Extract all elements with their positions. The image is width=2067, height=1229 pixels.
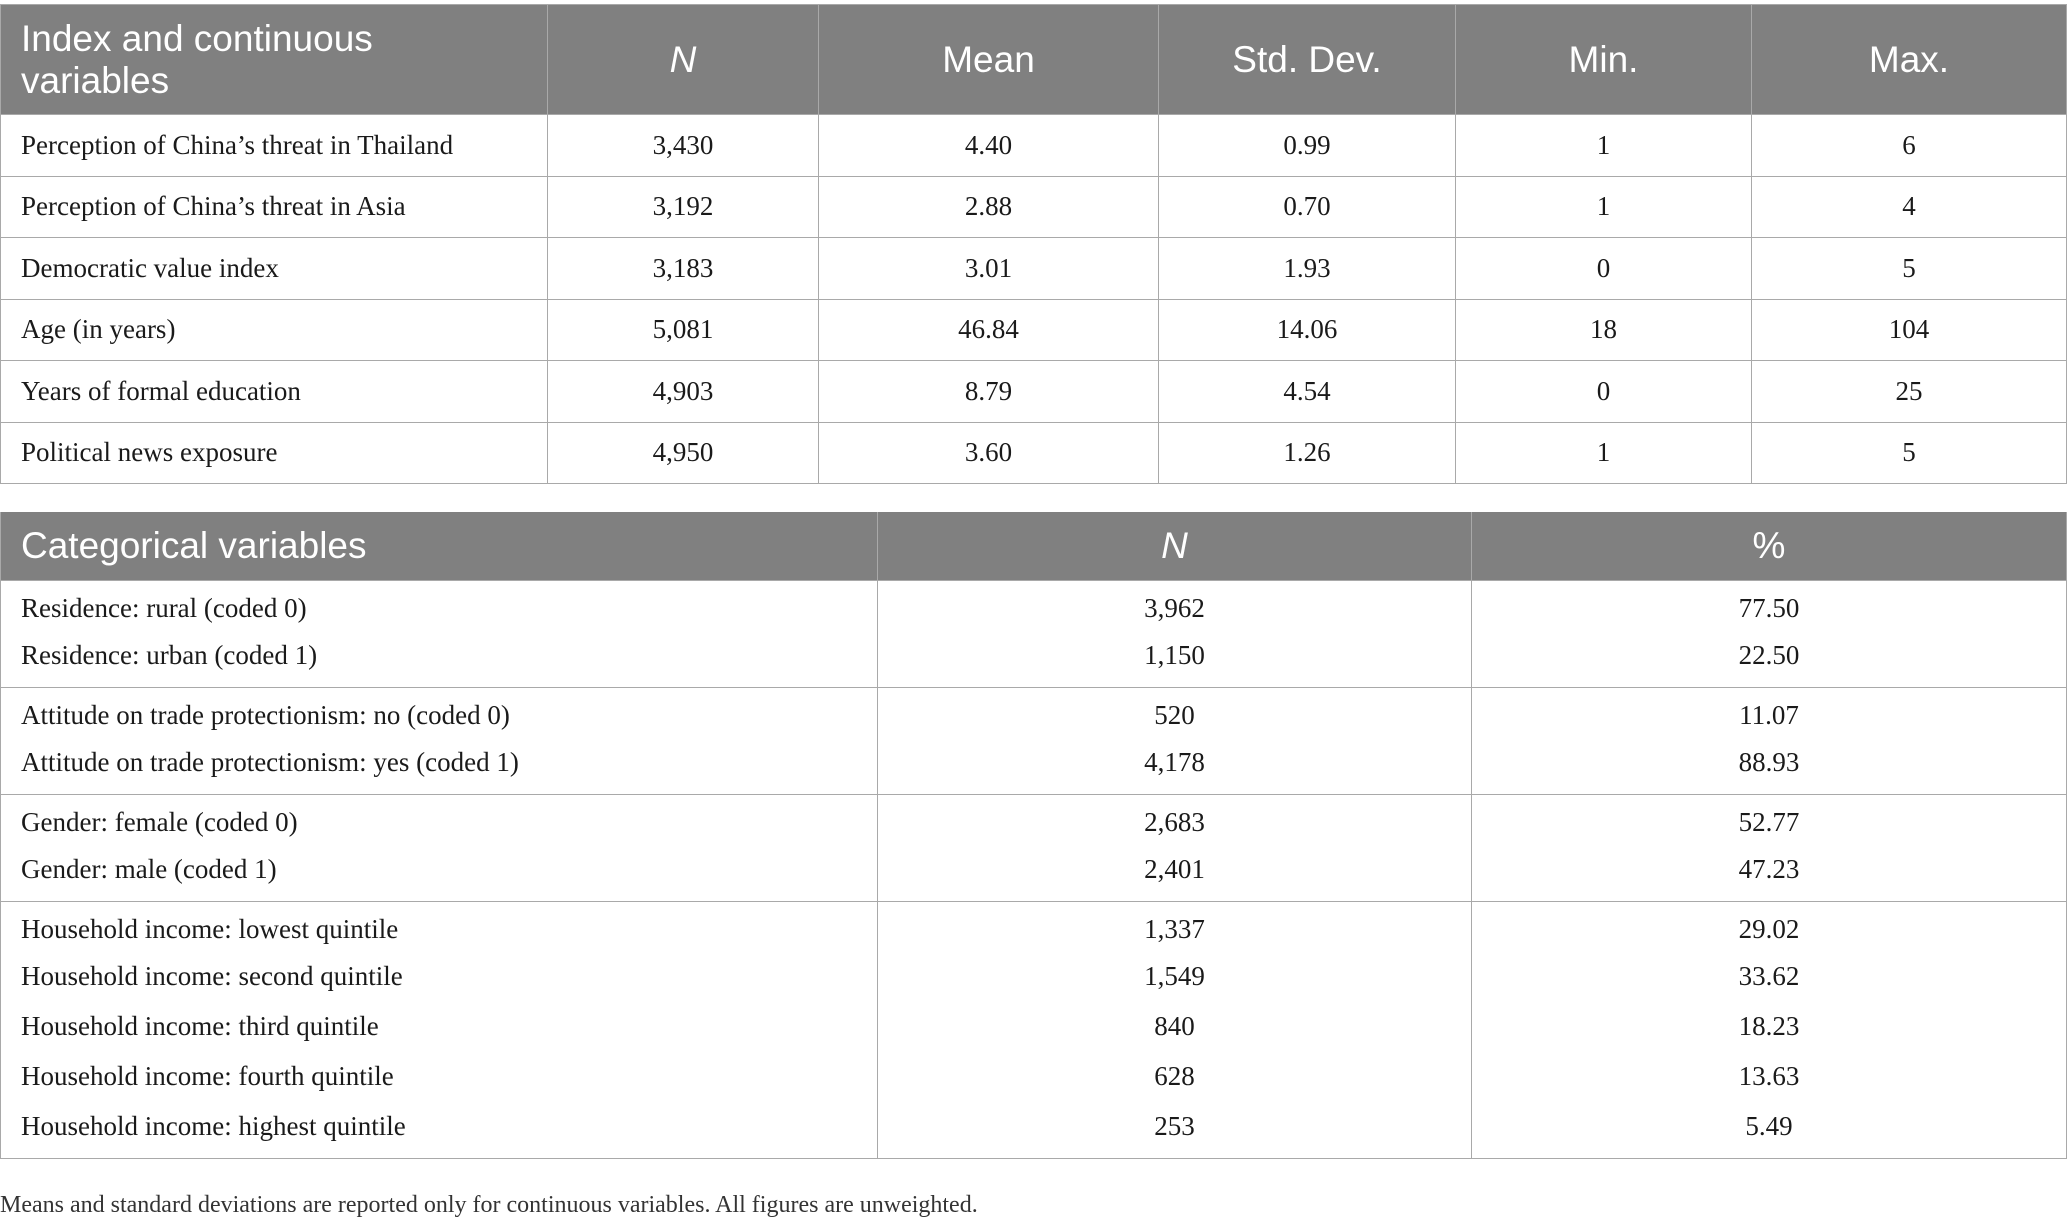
variable-name-cell: Democratic value index xyxy=(1,238,548,300)
table-row xyxy=(1,844,2067,901)
variable-name-cell: Gender: female (coded 0) xyxy=(1,794,878,844)
n-cell: 1,549 xyxy=(878,951,1472,1001)
table-row xyxy=(1,299,2067,361)
column-header-categorical-variable: Categorical variables xyxy=(1,512,878,580)
table-row xyxy=(1,115,2067,177)
max-cell: 5 xyxy=(1752,422,2067,484)
min-cell: 0 xyxy=(1456,238,1752,300)
n-cell: 4,903 xyxy=(548,361,819,423)
continuous-variables-table xyxy=(0,4,2067,484)
n-cell: 5,081 xyxy=(548,299,819,361)
n-cell: 1,337 xyxy=(878,901,1472,951)
variable-name-cell: Household income: fourth quintile xyxy=(1,1051,878,1101)
table-header-row xyxy=(1,5,2067,115)
percent-cell: 11.07 xyxy=(1472,687,2067,737)
min-cell: 1 xyxy=(1456,115,1752,177)
mean-cell: 8.79 xyxy=(819,361,1159,423)
column-header-n: N xyxy=(878,512,1472,580)
table-row xyxy=(1,687,2067,737)
min-cell: 18 xyxy=(1456,299,1752,361)
table-row xyxy=(1,794,2067,844)
column-header-mean: Mean xyxy=(819,5,1159,115)
std-dev-cell: 1.26 xyxy=(1159,422,1456,484)
table-row xyxy=(1,580,2067,630)
std-dev-cell: 0.70 xyxy=(1159,176,1456,238)
table-row xyxy=(1,238,2067,300)
percent-cell: 22.50 xyxy=(1472,630,2067,687)
n-cell: 253 xyxy=(878,1101,1472,1158)
n-cell: 4,950 xyxy=(548,422,819,484)
table-row xyxy=(1,951,2067,1001)
variable-name-cell: Perception of China’s threat in Asia xyxy=(1,176,548,238)
table-row xyxy=(1,1051,2067,1101)
n-cell: 2,401 xyxy=(878,844,1472,901)
variable-name-cell: Attitude on trade protectionism: no (coded 0) xyxy=(1,687,878,737)
table-row xyxy=(1,422,2067,484)
percent-cell: 52.77 xyxy=(1472,794,2067,844)
percent-cell: 77.50 xyxy=(1472,580,2067,630)
n-cell: 3,192 xyxy=(548,176,819,238)
n-cell: 840 xyxy=(878,1001,1472,1051)
variable-name-cell: Years of formal education xyxy=(1,361,548,423)
variable-name-cell: Gender: male (coded 1) xyxy=(1,844,878,901)
n-cell: 1,150 xyxy=(878,630,1472,687)
max-cell: 25 xyxy=(1752,361,2067,423)
column-header-std-dev: Std. Dev. xyxy=(1159,5,1456,115)
categorical-variables-table xyxy=(0,512,2067,1159)
table-footnote: Means and standard deviations are reported only for continuous variables. All figures are unweighted. xyxy=(0,1192,978,1218)
variable-name-cell: Age (in years) xyxy=(1,299,548,361)
table-row xyxy=(1,361,2067,423)
percent-cell: 88.93 xyxy=(1472,737,2067,794)
mean-cell: 2.88 xyxy=(819,176,1159,238)
max-cell: 4 xyxy=(1752,176,2067,238)
std-dev-cell: 14.06 xyxy=(1159,299,1456,361)
mean-cell: 3.60 xyxy=(819,422,1159,484)
table-row xyxy=(1,737,2067,794)
table-row xyxy=(1,630,2067,687)
column-header-percent: % xyxy=(1472,512,2067,580)
variable-name-cell: Household income: second quintile xyxy=(1,951,878,1001)
n-cell: 520 xyxy=(878,687,1472,737)
percent-cell: 33.62 xyxy=(1472,951,2067,1001)
mean-cell: 3.01 xyxy=(819,238,1159,300)
mean-cell: 46.84 xyxy=(819,299,1159,361)
table-row xyxy=(1,901,2067,951)
table-row xyxy=(1,176,2067,238)
percent-cell: 29.02 xyxy=(1472,901,2067,951)
std-dev-cell: 0.99 xyxy=(1159,115,1456,177)
n-cell: 3,430 xyxy=(548,115,819,177)
variable-name-cell: Attitude on trade protectionism: yes (coded 1) xyxy=(1,737,878,794)
mean-cell: 4.40 xyxy=(819,115,1159,177)
n-cell: 2,683 xyxy=(878,794,1472,844)
std-dev-cell: 1.93 xyxy=(1159,238,1456,300)
percent-cell: 5.49 xyxy=(1472,1101,2067,1158)
max-cell: 5 xyxy=(1752,238,2067,300)
min-cell: 0 xyxy=(1456,361,1752,423)
n-cell: 628 xyxy=(878,1051,1472,1101)
table-row xyxy=(1,1101,2067,1158)
variable-name-cell: Perception of China’s threat in Thailand xyxy=(1,115,548,177)
variable-name-cell: Political news exposure xyxy=(1,422,548,484)
table-row xyxy=(1,1001,2067,1051)
max-cell: 6 xyxy=(1752,115,2067,177)
column-header-n: N xyxy=(548,5,819,115)
n-cell: 4,178 xyxy=(878,737,1472,794)
percent-cell: 18.23 xyxy=(1472,1001,2067,1051)
n-cell: 3,183 xyxy=(548,238,819,300)
max-cell: 104 xyxy=(1752,299,2067,361)
variable-name-cell: Residence: urban (coded 1) xyxy=(1,630,878,687)
n-cell: 3,962 xyxy=(878,580,1472,630)
column-header-max: Max. xyxy=(1752,5,2067,115)
min-cell: 1 xyxy=(1456,176,1752,238)
table-header-row xyxy=(1,512,2067,580)
variable-name-cell: Residence: rural (coded 0) xyxy=(1,580,878,630)
std-dev-cell: 4.54 xyxy=(1159,361,1456,423)
column-header-variable: Index and continuous variables xyxy=(1,5,548,115)
variable-name-cell: Household income: third quintile xyxy=(1,1001,878,1051)
percent-cell: 47.23 xyxy=(1472,844,2067,901)
column-header-min: Min. xyxy=(1456,5,1752,115)
min-cell: 1 xyxy=(1456,422,1752,484)
variable-name-cell: Household income: lowest quintile xyxy=(1,901,878,951)
percent-cell: 13.63 xyxy=(1472,1051,2067,1101)
variable-name-cell: Household income: highest quintile xyxy=(1,1101,878,1158)
